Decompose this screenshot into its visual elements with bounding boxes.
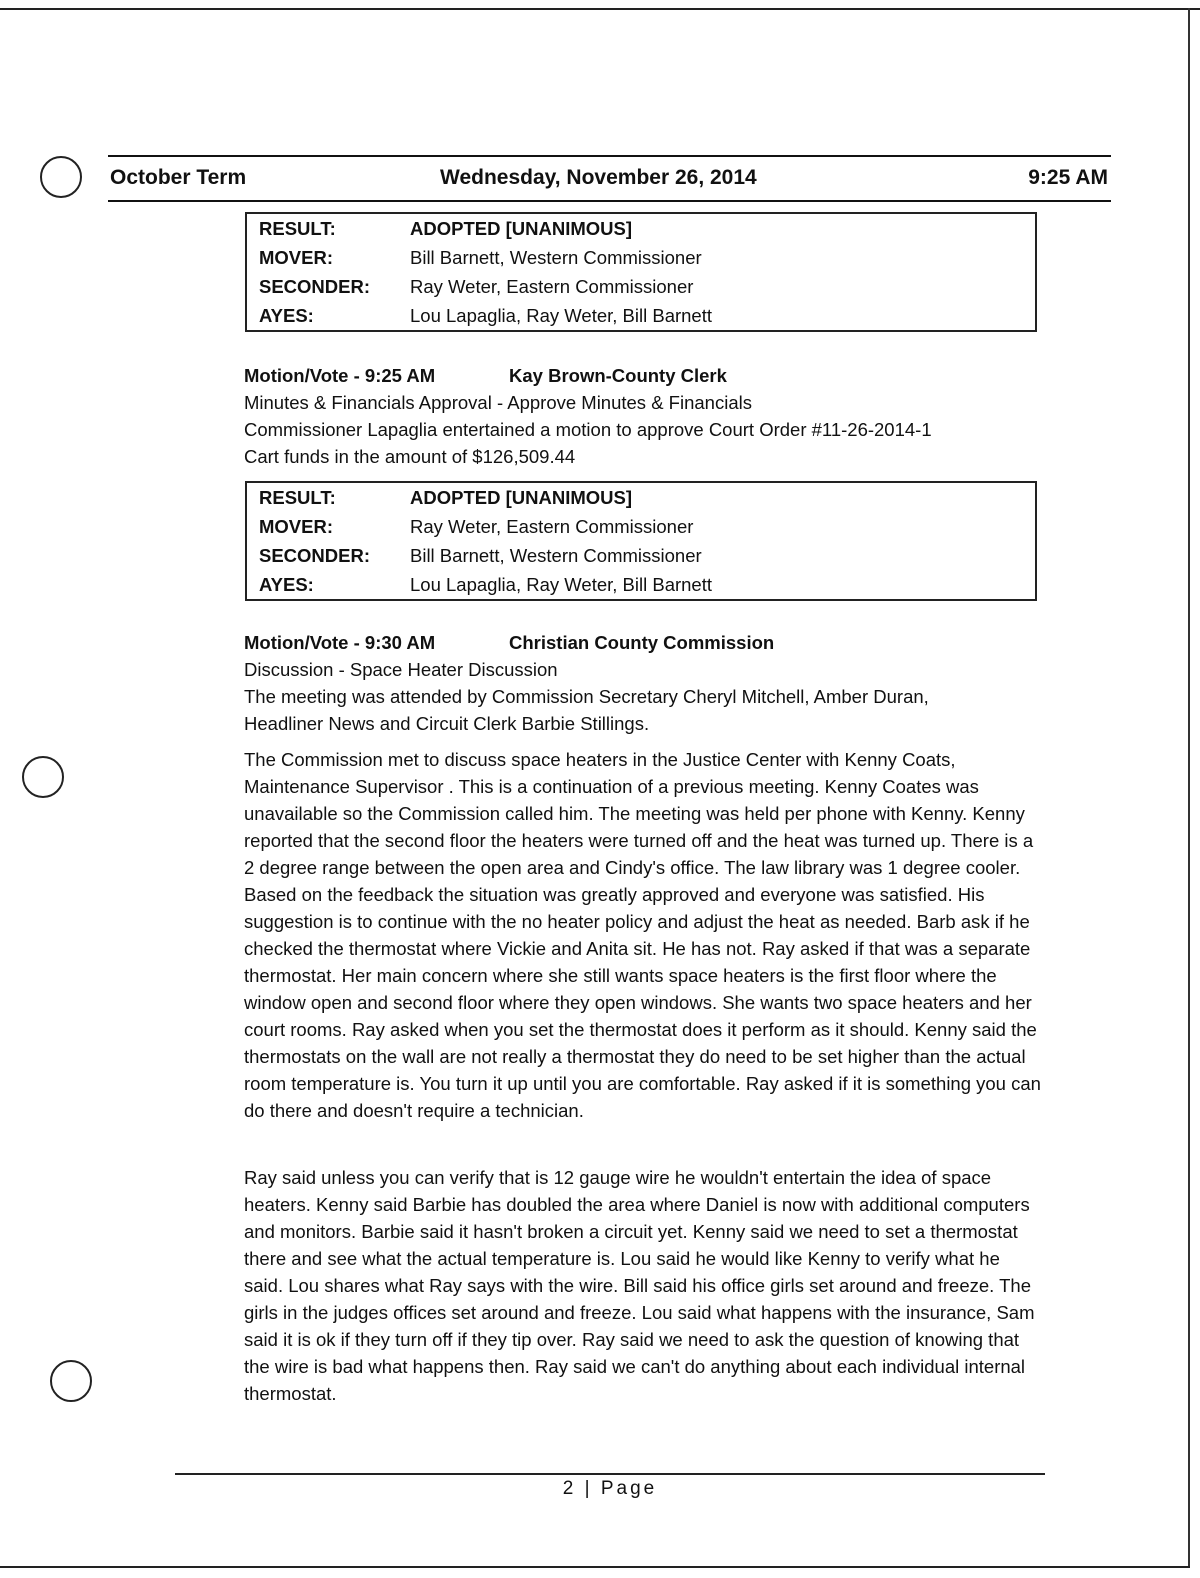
result-row <box>247 483 1035 512</box>
motion-line: Commissioner Lapaglia entertained a motion to approve Court Order #11-26-2014-1 <box>244 419 932 440</box>
motion-time: Motion/Vote - 9:30 AM <box>244 632 436 653</box>
vote-result-box <box>245 212 1037 332</box>
result-value: ADOPTED [UNANIMOUS] <box>410 218 632 239</box>
page-border-bottom <box>0 1566 1190 1568</box>
motion-party: Kay Brown-County Clerk <box>509 365 727 386</box>
seconder-value: Ray Weter, Eastern Commissioner <box>410 276 694 297</box>
header-date: Wednesday, November 26, 2014 <box>440 166 757 189</box>
motion-line: Minutes & Financials Approval - Approve Minutes & Financials <box>244 392 752 413</box>
binder-hole-middle <box>22 756 64 798</box>
binder-hole-top <box>40 156 82 198</box>
binder-hole-bottom <box>50 1360 92 1402</box>
header-rule-bottom <box>108 200 1111 202</box>
seconder-row <box>247 541 1035 570</box>
ayes-row <box>247 301 1035 330</box>
paragraph-text: The Commission met to discuss space heaters in the Justice Center with Kenny Coats, Maintenance Supervisor . This is a continuation of a previous meeting. Kenny Coates was unavailable so the Commission called him. The meeting was held per phone with Kenny. Kenny reported that the second floor the heaters were turned off and the heat was turned up. There is a 2 degree range between the open area and Cindy's office. The law library was 1 degree cooler. Based on the feedback the situation was greatly approved and everyone was satisfied. His suggestion is to continue with the no heater policy and adjust the heat as needed. Barb ask if he checked the thermostat where Vickie and Anita sit. He has not. Ray asked if that was a separate thermostat. Her main concern where she still wants space heaters is the first floor where the window open and second floor where they open windows. She wants two space heaters and her court rooms. Ray asked when you set the thermostat does it perform as it should. Kenny said the thermostats on the wall are not really a thermostat they do need to be set higher than the actual room temperature is. You turn it up until you are comfortable. Ray asked if it is something you can do there and doesn't require a technician. <box>244 749 1041 1121</box>
motion-block <box>244 629 1044 737</box>
ayes-label: AYES: <box>259 574 314 595</box>
motion-party: Christian County Commission <box>509 632 775 653</box>
header-term: October Term <box>110 166 247 189</box>
seconder-row <box>247 272 1035 301</box>
ayes-value: Lou Lapaglia, Ray Weter, Bill Barnett <box>410 305 712 326</box>
footer-rule <box>175 1473 1045 1475</box>
ayes-row <box>247 570 1035 599</box>
result-label: RESULT: <box>259 218 336 239</box>
vote-result-box <box>245 481 1037 601</box>
motion-heading <box>244 629 1044 656</box>
result-label: RESULT: <box>259 487 336 508</box>
page-number: 2 | Page <box>562 1478 658 1499</box>
page-border-right <box>1188 8 1190 1568</box>
motion-line: Cart funds in the amount of $126,509.44 <box>244 446 576 467</box>
body-paragraph <box>244 746 1044 1124</box>
motion-time: Motion/Vote - 9:25 AM <box>244 365 436 386</box>
result-row <box>247 214 1035 243</box>
seconder-label: SECONDER: <box>259 276 371 297</box>
mover-row <box>247 243 1035 272</box>
page-border-top <box>0 8 1200 10</box>
body-paragraph <box>244 1164 1044 1407</box>
motion-line: The meeting was attended by Commission Secretary Cheryl Mitchell, Amber Duran, <box>244 686 929 707</box>
seconder-label: SECONDER: <box>259 545 371 566</box>
motion-line: Discussion - Space Heater Discussion <box>244 659 558 680</box>
page-header <box>110 166 1108 196</box>
seconder-value: Bill Barnett, Western Commissioner <box>410 545 702 566</box>
motion-line: Headliner News and Circuit Clerk Barbie Stillings. <box>244 713 650 734</box>
paragraph-text: Ray said unless you can verify that is 12 gauge wire he wouldn't entertain the idea of space heaters. Kenny said Barbie has doubled the area where Daniel is now with additional computers and monitors. Barbie said it hasn't broken a circuit yet. Kenny said we need to set a thermostat there and see what the actual temperature is. Lou said he would like Kenny to verify what he said. Lou shares what Ray says with the wire. Bill said his office girls set around and freeze. The girls in the judges offices set around and freeze. Lou said what happens with the insurance, Sam said it is ok if they turn off if they tip over. Ray said we need to ask the question of knowing that the wire is bad what happens then. Ray said we can't do anything about each individual internal thermostat. <box>244 1167 1035 1404</box>
motion-heading <box>244 362 1044 389</box>
mover-label: MOVER: <box>259 247 333 268</box>
motion-block <box>244 362 1044 470</box>
ayes-label: AYES: <box>259 305 314 326</box>
mover-value: Bill Barnett, Western Commissioner <box>410 247 702 268</box>
mover-label: MOVER: <box>259 516 333 537</box>
result-value: ADOPTED [UNANIMOUS] <box>410 487 632 508</box>
ayes-value: Lou Lapaglia, Ray Weter, Bill Barnett <box>410 574 712 595</box>
header-time: 9:25 AM <box>1028 166 1108 189</box>
header-rule-top <box>108 155 1111 157</box>
mover-value: Ray Weter, Eastern Commissioner <box>410 516 694 537</box>
mover-row <box>247 512 1035 541</box>
